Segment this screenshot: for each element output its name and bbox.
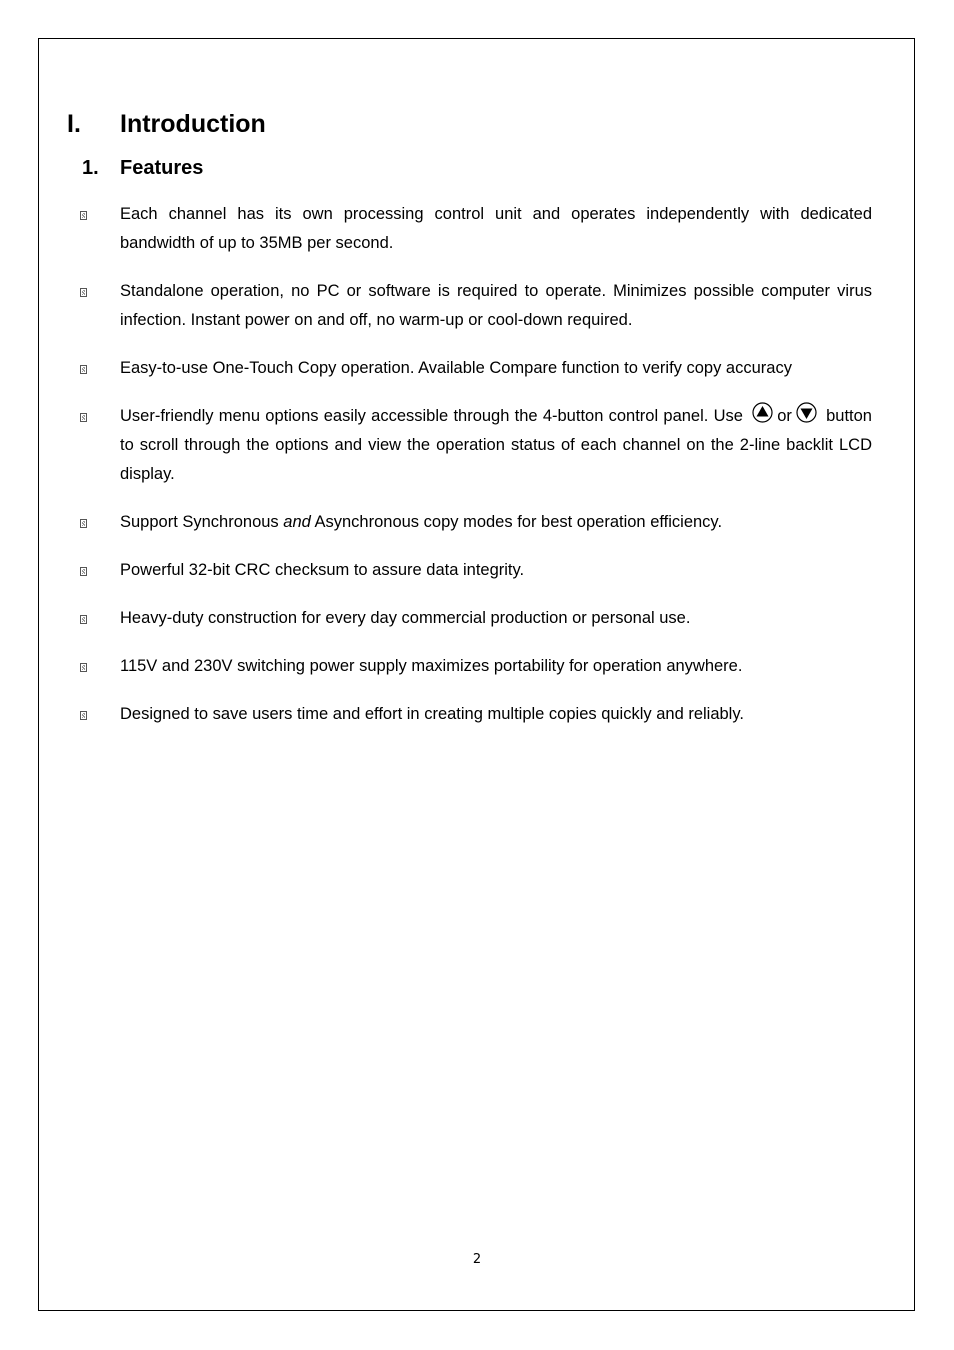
bullet-box-icon [80, 288, 87, 297]
feature-text: Each channel has its own processing control unit and operates independently with dedicated bandwidth of up to 35MB per second. [120, 205, 872, 252]
feature-list [80, 200, 872, 748]
up-arrow-button-icon [752, 402, 773, 423]
feature-item [80, 402, 872, 489]
feature-text-italic: and [283, 513, 311, 531]
subsection-number: 1. [82, 157, 99, 179]
feature-text: Easy-to-use One-Touch Copy operation. Available Compare function to verify copy accuracy [120, 359, 792, 377]
feature-text: Designed to save users time and effort in creating multiple copies quickly and reliably. [120, 705, 744, 723]
feature-text-part: Asynchronous copy modes for best operation efficiency. [314, 513, 723, 531]
feature-text-part: button to scroll through the options and view the operation status of each channel on the 2-line backlit LCD display. [120, 407, 872, 483]
down-arrow-button-icon [796, 402, 817, 423]
feature-item [80, 200, 872, 258]
bullet-box-icon [80, 365, 87, 374]
feature-item [80, 700, 872, 729]
bullet-box-icon [80, 663, 87, 672]
feature-text-or: or [777, 407, 792, 425]
feature-text: Powerful 32-bit CRC checksum to assure data integrity. [120, 561, 525, 579]
feature-item [80, 556, 872, 585]
bullet-box-icon [80, 711, 87, 720]
feature-text: 115V and 230V switching power supply maximizes portability for operation anywhere. [120, 657, 743, 675]
subsection-title: Features [120, 157, 204, 179]
feature-text-part: User-friendly menu options easily accessible through the 4-button control panel. Use [120, 407, 743, 425]
feature-text: Heavy-duty construction for every day commercial production or personal use. [120, 609, 691, 627]
bullet-box-icon [80, 413, 87, 422]
feature-text-part: Support Synchronous [120, 513, 279, 531]
bullet-box-icon [80, 211, 87, 220]
feature-item [80, 354, 872, 383]
bullet-box-icon [80, 567, 87, 576]
feature-item [80, 652, 872, 681]
page-number: 2 [472, 1252, 482, 1267]
feature-item [80, 277, 872, 335]
feature-item [80, 604, 872, 633]
bullet-box-icon [80, 615, 87, 624]
feature-item [80, 508, 872, 537]
feature-text: Standalone operation, no PC or software is required to operate. Minimizes possible computer virus infection. Instant power on and off, no warm-up or cool-down required. [120, 282, 872, 329]
bullet-box-icon [80, 519, 87, 528]
section-number: I. [67, 110, 81, 138]
section-title: Introduction [120, 110, 266, 138]
